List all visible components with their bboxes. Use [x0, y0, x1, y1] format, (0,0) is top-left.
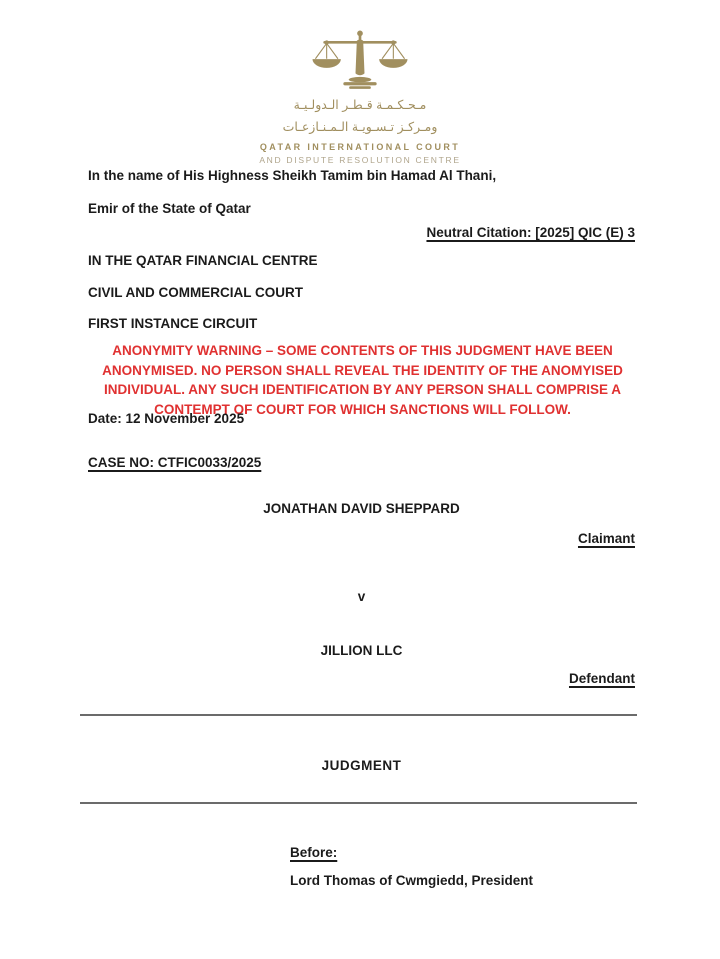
- court-heading-1: IN THE QATAR FINANCIAL CENTRE: [88, 253, 318, 268]
- defendant-name: JILLION LLC: [320, 643, 403, 658]
- court-heading-2: CIVIL AND COMMERCIAL COURT: [88, 285, 303, 300]
- court-logo: [0, 28, 720, 165]
- scales-of-justice-icon: [310, 28, 410, 92]
- invocation-line-1: In the name of His Highness Sheikh Tamim bin Hamad Al Thani,: [88, 168, 497, 183]
- case-number-text: CASE NO: CTFIC0033/2025: [88, 455, 262, 470]
- warning-line-4: CONTEMPT OF COURT FOR WHICH SANCTIONS WILL FOLLOW.: [154, 401, 571, 417]
- anonymity-warning: [95, 341, 630, 419]
- logo-arabic-line-2: ومـركـز تـسـويـة الـمـنـازعـات: [282, 120, 438, 134]
- warning-line-3: INDIVIDUAL. ANY SUCH IDENTIFICATION BY ANY PERSON SHALL COMPRISE A: [103, 382, 622, 397]
- logo-court-name-english: QATAR INTERNATIONAL COURT: [259, 142, 461, 152]
- divider-bottom: [80, 802, 637, 804]
- logo-centre-name-english: AND DISPUTE RESOLUTION CENTRE: [259, 155, 461, 165]
- neutral-citation: [88, 225, 635, 240]
- invocation-line-2: Emir of the State of Qatar: [88, 201, 251, 216]
- warning-line-2: ANONYMISED. NO PERSON SHALL REVEAL THE IDENTITY OF THE ANOMYISED: [102, 362, 623, 378]
- before-label: [290, 845, 337, 860]
- case-number: [88, 455, 635, 470]
- defendant-role: [88, 671, 635, 686]
- claimant-name: JONATHAN DAVID SHEPPARD: [263, 501, 460, 516]
- presiding-judge: Lord Thomas of Cwmgiedd, President: [290, 873, 534, 888]
- before-label-text: Before:: [290, 845, 338, 860]
- defendant-role-text: Defendant: [568, 671, 635, 686]
- versus: v: [357, 589, 366, 604]
- claimant-role: [88, 531, 635, 546]
- logo-arabic-line-1: مـحـكـمـة قـطـر الـدولـيـة: [293, 98, 427, 112]
- neutral-citation-text: Neutral Citation: [2025] QIC (E) 3: [426, 225, 635, 240]
- judgment-title: JUDGMENT: [321, 758, 402, 773]
- divider-top: [80, 714, 637, 716]
- judgment-date: Date: 12 November 2025: [88, 411, 245, 426]
- warning-line-1: ANONYMITY WARNING – SOME CONTENTS OF THIS JUDGMENT HAVE BEEN: [112, 343, 613, 358]
- claimant-role-text: Claimant: [577, 531, 635, 546]
- court-heading-3: FIRST INSTANCE CIRCUIT: [88, 316, 258, 331]
